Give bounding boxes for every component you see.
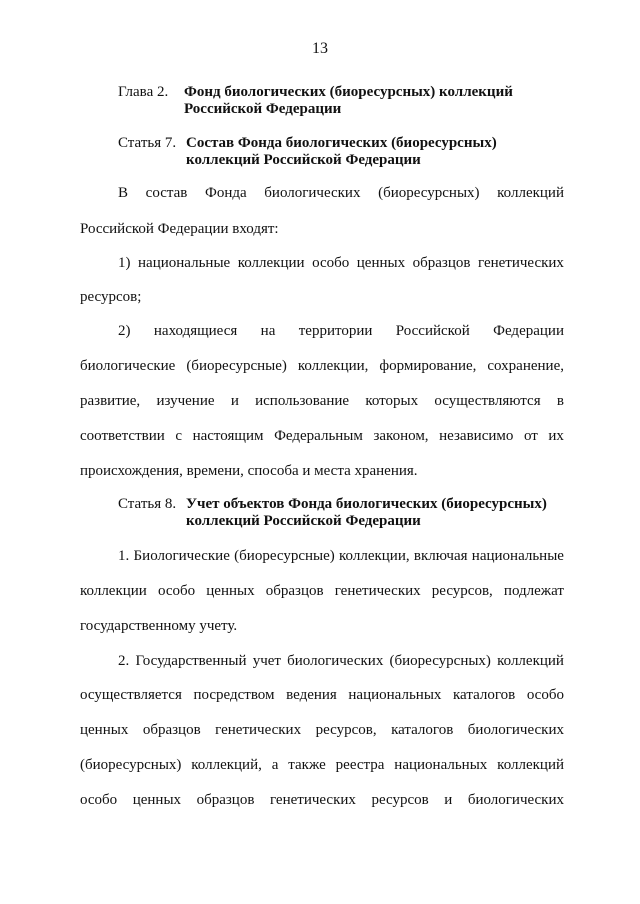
chapter-title-line-2: Российской Федерации xyxy=(184,101,342,117)
article-7-line-7 xyxy=(80,392,564,410)
word: независимо xyxy=(439,428,514,444)
word: и xyxy=(230,393,239,409)
article-7-line-2: Российской Федерации входят: xyxy=(80,221,279,237)
word: Биологические xyxy=(133,548,230,564)
word: национальные xyxy=(138,255,231,271)
article-8-heading xyxy=(118,496,547,530)
article-7-label: Статья 7. xyxy=(118,135,177,151)
word: национальных xyxy=(348,687,442,703)
article-8-line-1 xyxy=(118,547,564,565)
word: генетических xyxy=(215,722,302,738)
word: ценных xyxy=(356,255,406,271)
word: коллекции xyxy=(237,255,305,271)
word: коллекций xyxy=(497,185,564,201)
article-7-line-9: происхождения, времени, способа и места хранения. xyxy=(80,463,418,479)
word: а xyxy=(271,757,279,773)
word: коллекции, xyxy=(339,548,410,564)
word: Фонда xyxy=(204,185,247,201)
article-7-line-8 xyxy=(80,427,564,445)
word: состав xyxy=(145,185,188,201)
article-8-label: Статья 8. xyxy=(118,496,177,512)
word: посредством xyxy=(193,687,275,703)
word: учет xyxy=(252,653,281,669)
article-8-title-line-2: коллекций Российской Федерации xyxy=(186,513,421,529)
word: осуществляется xyxy=(80,687,182,703)
word: с xyxy=(175,428,183,444)
article-8-title-line-1: Учет объектов Фонда биологических (биоресурсных) xyxy=(186,496,547,512)
article-7-line-5 xyxy=(118,322,564,340)
word: и xyxy=(444,792,453,808)
word: образцов xyxy=(265,583,324,599)
word: от xyxy=(523,428,538,444)
word: коллекции, xyxy=(297,358,369,374)
chapter-heading xyxy=(118,84,513,118)
chapter-title-line-1: Фонд биологических (биоресурсных) коллекций xyxy=(184,84,513,100)
word: коллекций xyxy=(497,757,564,773)
word: образцов xyxy=(196,792,255,808)
word: Федеральным xyxy=(274,428,363,444)
chapter-label: Глава 2. xyxy=(118,84,169,100)
word: особо xyxy=(312,255,350,271)
article-7-title xyxy=(186,135,497,169)
word: 2. xyxy=(118,653,130,669)
word: биологических xyxy=(467,792,564,808)
article-8-line-6 xyxy=(80,721,564,739)
word: каталогов xyxy=(453,687,516,703)
word: развитие, xyxy=(80,393,141,409)
word: территории xyxy=(298,323,373,339)
article-8-title xyxy=(186,496,547,530)
word: использование xyxy=(255,393,350,409)
word: национальные xyxy=(471,548,564,564)
article-8-line-5 xyxy=(80,686,564,704)
word: которых xyxy=(365,393,419,409)
word: находящиеся xyxy=(153,323,238,339)
article-7-title-line-2: коллекций Российской Федерации xyxy=(186,152,421,168)
word: образцов xyxy=(412,255,471,271)
word: (биоресурсные) xyxy=(186,358,287,374)
word: генетических xyxy=(334,583,421,599)
article-7-line-4: ресурсов; xyxy=(80,289,142,305)
word: Государственный xyxy=(135,653,247,669)
word: ресурсов xyxy=(371,792,429,808)
word: биологических xyxy=(467,722,564,738)
word: образцов xyxy=(142,722,201,738)
word: национальных xyxy=(394,757,488,773)
word: (биоресурсных) xyxy=(378,185,480,201)
word: коллекций, xyxy=(191,757,262,773)
word: особо xyxy=(157,583,196,599)
article-8-line-3: государственному учету. xyxy=(80,618,238,634)
article-7-line-3 xyxy=(118,254,564,272)
word: ресурсов, xyxy=(315,722,377,738)
word: ресурсов, xyxy=(431,583,493,599)
word: также xyxy=(288,757,326,773)
word: Федерации xyxy=(493,323,564,339)
article-7-heading xyxy=(118,135,497,169)
word: генетических xyxy=(478,255,564,271)
word: 2) xyxy=(118,323,131,339)
word: ценных xyxy=(206,583,255,599)
word: коллекций xyxy=(497,653,564,669)
chapter-title xyxy=(184,84,513,118)
word: генетических xyxy=(269,792,356,808)
word: ведения xyxy=(286,687,337,703)
article-8-line-7 xyxy=(80,756,564,774)
word: (биоресурсных) xyxy=(80,757,182,773)
article-8-line-8 xyxy=(80,791,564,809)
word: 1. xyxy=(118,548,130,564)
page-number: 13 xyxy=(312,40,328,57)
word: их xyxy=(548,428,564,444)
word: ценных xyxy=(132,792,182,808)
word: Российской xyxy=(395,323,470,339)
word: (биоресурсных) xyxy=(389,653,491,669)
article-7-line-6 xyxy=(80,357,564,375)
word: в xyxy=(556,393,564,409)
word: подлежат xyxy=(503,583,564,599)
word: изучение xyxy=(156,393,215,409)
word: реестра xyxy=(335,757,385,773)
article-7-line-1 xyxy=(118,184,564,202)
word: на xyxy=(260,323,276,339)
word: биологические xyxy=(80,358,176,374)
word: В xyxy=(118,185,129,201)
word: включая xyxy=(413,548,468,564)
article-8-line-4 xyxy=(118,652,564,670)
word: 1) xyxy=(118,255,131,271)
word: соответствии xyxy=(80,428,165,444)
article-7-title-line-1: Состав Фонда биологических (биоресурсных) xyxy=(186,135,497,151)
word: настоящим xyxy=(192,428,264,444)
word: особо xyxy=(526,687,564,703)
word: биологических xyxy=(287,653,384,669)
word: осуществляются xyxy=(434,393,541,409)
word: каталогов xyxy=(391,722,454,738)
word: законом, xyxy=(373,428,429,444)
word: коллекции xyxy=(80,583,147,599)
word: сохранение, xyxy=(487,358,564,374)
word: биологических xyxy=(264,185,361,201)
word: ценных xyxy=(80,722,129,738)
word: формирование, xyxy=(379,358,477,374)
article-8-line-2 xyxy=(80,582,564,600)
word: особо xyxy=(80,792,118,808)
word: (биоресурсные) xyxy=(234,548,335,564)
